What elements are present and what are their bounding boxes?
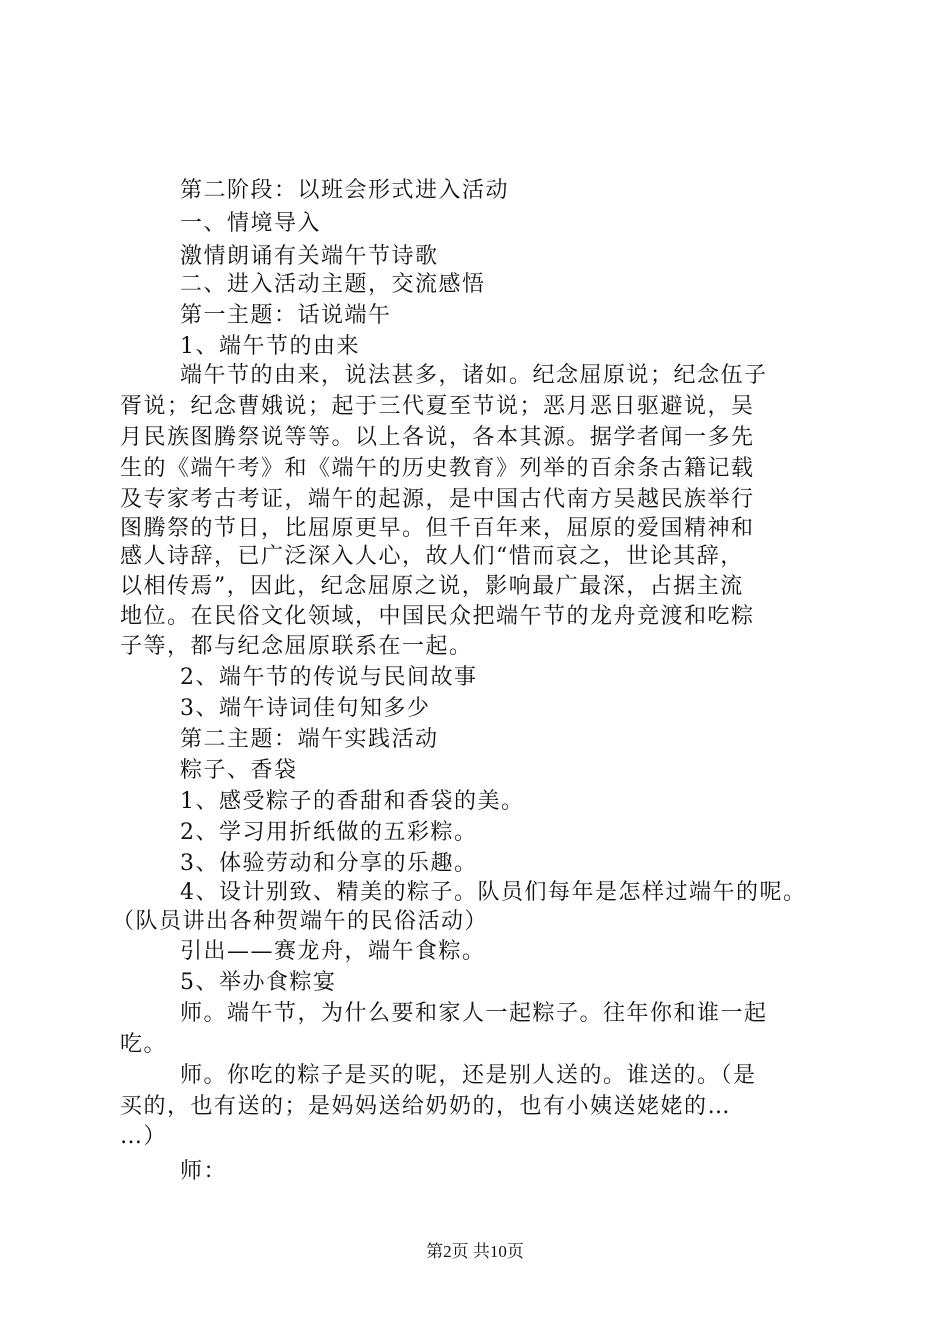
paragraph-line: 月民族图腾祭说等等。以上各说，各本其源。据学者闻一多先: [120, 425, 755, 450]
item-heading-poems: 3、端午诗词佳句知多少: [180, 696, 431, 721]
text-line: 粽子、香袋: [180, 758, 298, 783]
dialogue-line: 师。你吃的粽子是买的呢，还是别人送的。谁送的。（是: [180, 1063, 757, 1088]
list-item: 5、举办食粽宴: [180, 970, 337, 995]
paragraph-line: 地位。在民俗文化领域，中国民众把端午节的龙舟竞渡和吃粽: [120, 604, 755, 629]
dialogue-line: 师：: [180, 1159, 228, 1184]
text-line: 引出——赛龙舟，端午食粽。: [180, 939, 486, 964]
dialogue-line: 买的，也有送的；是妈妈送给奶奶的，也有小姨送姥姥的…: [120, 1094, 732, 1119]
subheading-scenario-intro: 一、情境导入: [180, 211, 322, 236]
subheading-activity-theme: 二、进入活动主题，交流感悟: [180, 272, 486, 297]
theme-heading-one: 第一主题：话说端午: [180, 303, 392, 328]
text-line: （队员讲出各种贺端午的民俗活动）: [112, 909, 489, 934]
text-line: 激情朗诵有关端午节诗歌: [180, 244, 439, 269]
theme-heading-two: 第二主题：端午实践活动: [180, 727, 439, 752]
paragraph-line: 以相传焉”，因此，纪念屈原之说，影响最广最深，占据主流: [120, 574, 744, 599]
paragraph-line: 图腾祭的节日，比屈原更早。但千百年来，屈原的爱国精神和: [120, 516, 755, 541]
dialogue-line: 吃。: [120, 1032, 168, 1057]
item-heading-legends: 2、端午节的传说与民间故事: [180, 665, 478, 690]
paragraph-line: 及专家考古考证，端午的起源，是中国古代南方吴越民族举行: [120, 487, 755, 512]
list-item: 2、学习用折纸做的五彩粽。: [180, 820, 478, 845]
list-item: 1、感受粽子的香甜和香袋的美。: [180, 789, 525, 814]
section-heading-stage-two: 第二阶段：以班会形式进入活动: [180, 178, 510, 203]
dialogue-line: …）: [120, 1124, 168, 1149]
list-item: 4、设计别致、精美的粽子。队员们每年是怎样过端午的呢。: [180, 880, 807, 905]
page-footer: 第2页 共10页: [426, 1242, 524, 1261]
dialogue-line: 师。端午节，为什么要和家人一起粽子。往年你和谁一起: [180, 1001, 768, 1026]
paragraph-line: 端午节的由来，说法甚多，诸如。纪念屈原说；纪念伍子: [180, 363, 768, 388]
item-heading-origin: 1、端午节的由来: [180, 334, 360, 359]
paragraph-line: 感人诗辞，已广泛深入人心，故人们“惜而哀之，世论其辞，: [120, 544, 744, 569]
paragraph-line: 生的《端午考》和《端午的历史教育》列举的百余条古籍记载: [120, 456, 755, 481]
paragraph-line: 胥说；纪念曹娥说；起于三代夏至节说；恶月恶日驱避说，吴: [120, 394, 755, 419]
list-item: 3、体验劳动和分享的乐趣。: [180, 851, 478, 876]
paragraph-line: 子等，都与纪念屈原联系在一起。: [120, 634, 473, 659]
